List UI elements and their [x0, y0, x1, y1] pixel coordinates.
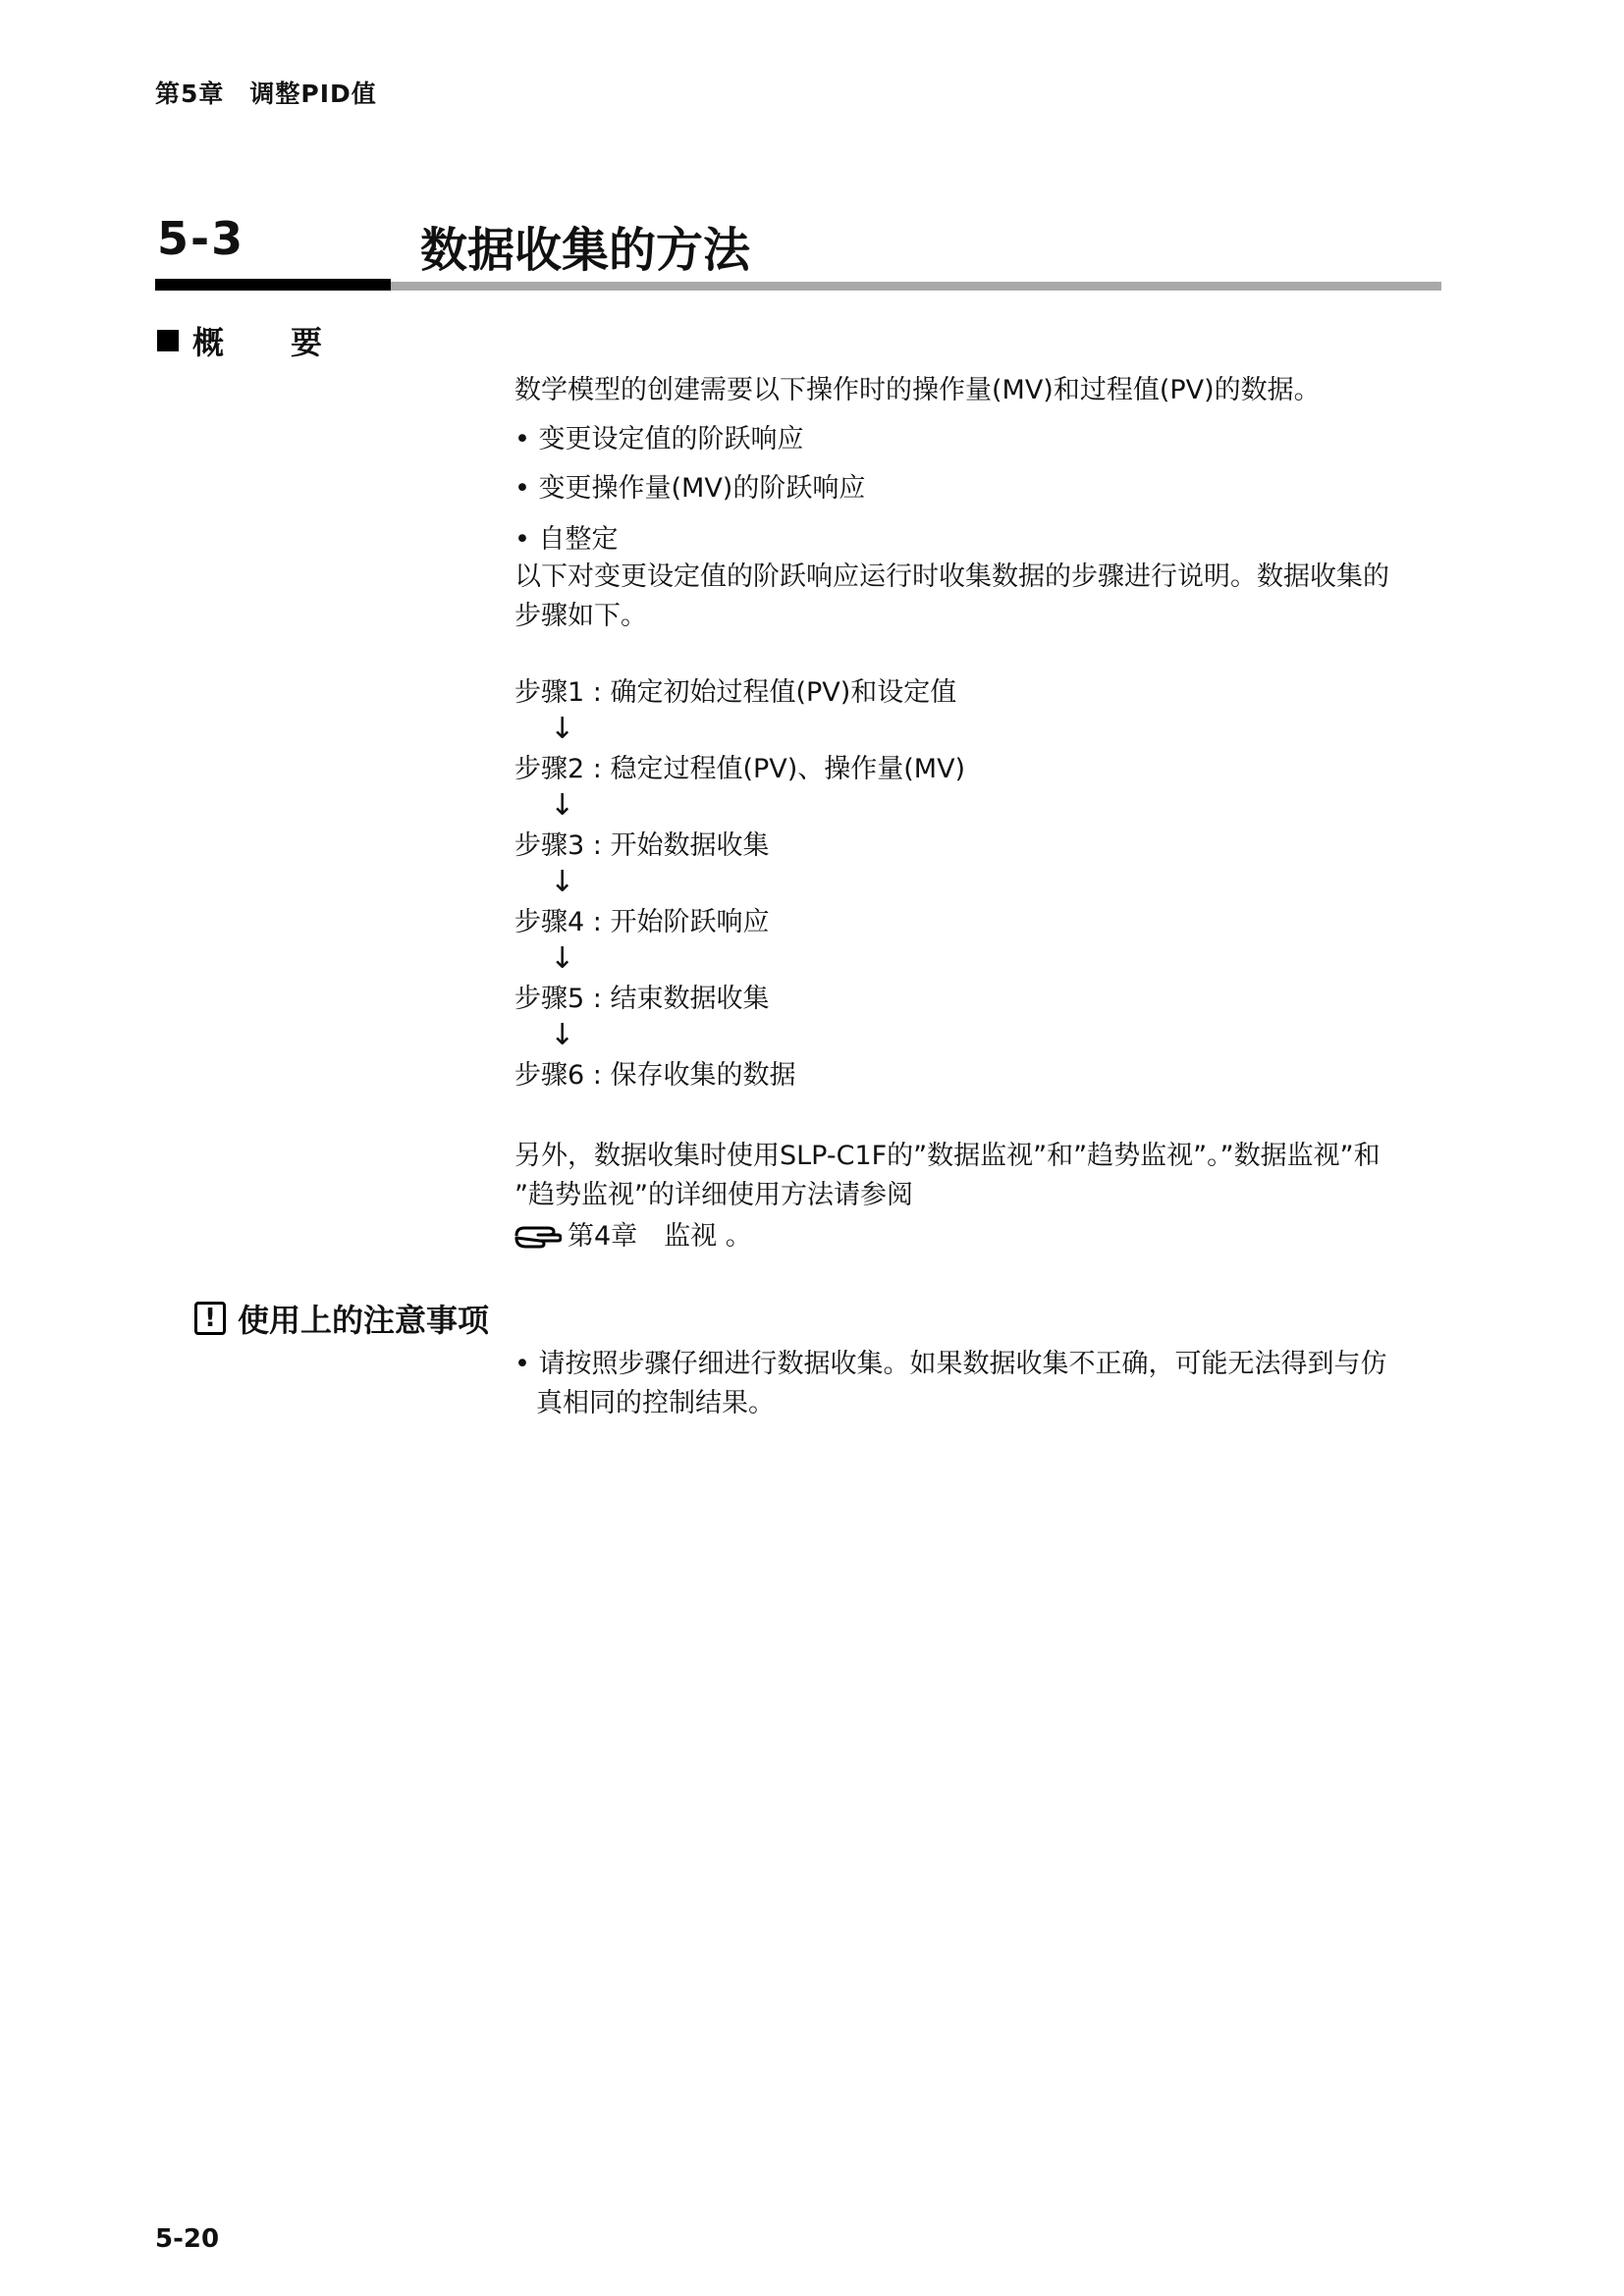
pointing-hand-icon: [514, 1222, 562, 1252]
description-line: 步骤如下。: [514, 601, 647, 631]
section-rule-gray: [391, 282, 1441, 291]
overview-label: 概 要: [192, 324, 341, 361]
intro-paragraph: 数学模型的创建需要以下操作时的操作量(MV)和过程值(PV)的数据。: [514, 375, 1321, 405]
step-3: 步骤3 : 开始数据收集: [514, 830, 770, 861]
section-rule-black: [155, 279, 391, 291]
step-1: 步骤1 : 确定初始过程值(PV)和设定值: [514, 677, 957, 708]
chapter-header: 第5章 调整PID值: [155, 80, 377, 108]
step-6: 步骤6 : 保存收集的数据: [514, 1060, 796, 1091]
description-line: 以下对变更设定值的阶跃响应运行时收集数据的步骤进行说明。数据收集的: [514, 561, 1389, 592]
step-4: 步骤4 : 开始阶跃响应: [514, 907, 770, 937]
square-bullet-icon: [157, 330, 179, 351]
down-arrow-icon: ↓: [550, 712, 575, 746]
section-title: 数据收集的方法: [420, 223, 751, 278]
step-2: 步骤2 : 稳定过程值(PV)、操作量(MV): [514, 754, 966, 784]
down-arrow-icon: ↓: [550, 1018, 575, 1052]
reference-line: [514, 1217, 752, 1256]
caution-heading: [194, 1296, 489, 1341]
note-line: 另外，数据收集时使用SLP-C1F的”数据监视”和”趋势监视”。”数据监视”和: [514, 1141, 1380, 1171]
step-5: 步骤5 : 结束数据收集: [514, 984, 770, 1014]
section-number: 5-3: [157, 212, 245, 265]
caution-title: 使用上的注意事项: [238, 1302, 490, 1339]
caution-line: 真相同的控制结果。: [536, 1388, 775, 1418]
down-arrow-icon: ↓: [550, 788, 575, 823]
overview-heading: [157, 318, 340, 363]
note-line: ”趋势监视”的详细使用方法请参阅: [514, 1180, 913, 1210]
down-arrow-icon: ↓: [550, 865, 575, 899]
caution-exclamation-icon: !: [194, 1302, 226, 1335]
bullet-item: • 变更操作量(MV)的阶跃响应: [514, 473, 866, 504]
bullet-item: • 自整定: [514, 524, 619, 555]
down-arrow-icon: ↓: [550, 941, 575, 976]
bullet-item: • 变更设定值的阶跃响应: [514, 424, 804, 454]
reference-text: 第4章 监视 。: [568, 1221, 752, 1252]
page-number: 5-20: [155, 2224, 220, 2254]
caution-line: • 请按照步骤仔细进行数据收集。如果数据收集不正确，可能无法得到与仿: [514, 1349, 1387, 1379]
